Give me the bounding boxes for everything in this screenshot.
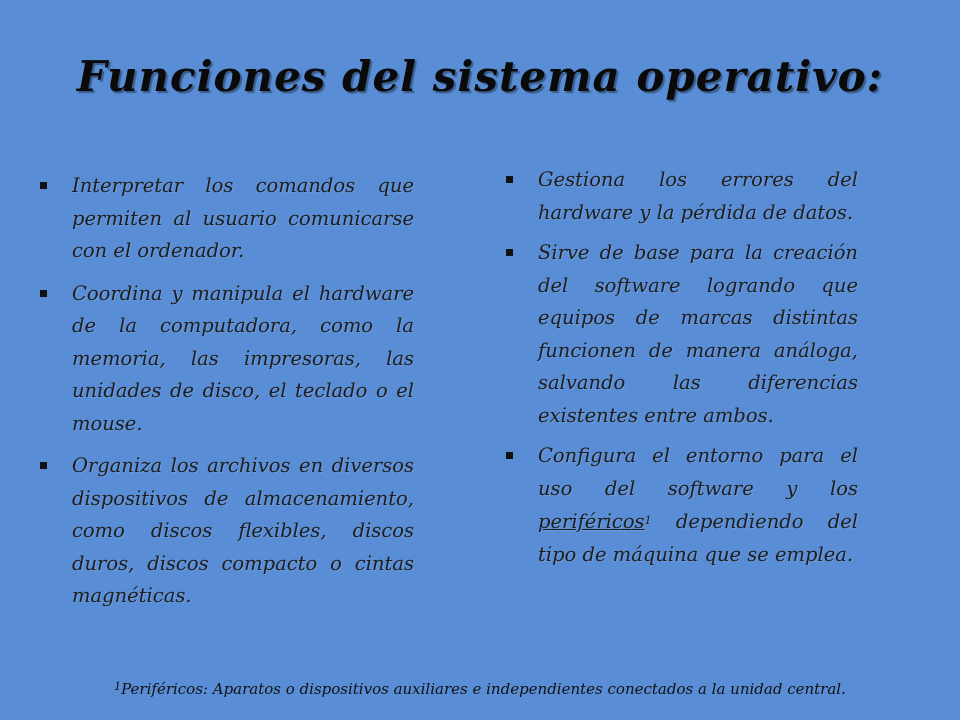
square-bullet-icon [40, 182, 47, 189]
list-item [504, 440, 858, 571]
list-item [38, 450, 414, 613]
square-bullet-icon [40, 462, 47, 469]
footnote-marker: 1 [644, 514, 652, 527]
bullet-text: Gestiona los errores del hardware y la pérdida de datos. [538, 168, 858, 224]
list-item [38, 170, 414, 268]
bullet-text-after: dependiendo del tipo de máquina que se emplea. [538, 510, 858, 566]
bullet-text: Sirve de base para la creación del software logrando que equipos de marcas distintas funcionen de manera análoga, salvando las diferencias existentes entre ambos. [538, 241, 858, 427]
bullet-text: Organiza los archivos en diversos dispositivos de almacenamiento, como discos flexibles, discos duros, discos compacto o cintas magnéticas. [72, 454, 414, 607]
list-item [504, 237, 858, 432]
footnote-number: 1 [114, 680, 122, 693]
list-item [504, 164, 858, 229]
footnote [0, 680, 960, 698]
bullet-text-before: Configura el entorno para el uso del software y los [538, 444, 858, 500]
square-bullet-icon [506, 176, 513, 183]
bullet-text: Coordina y manipula el hardware de la computadora, como la memoria, las impresoras, las unidades de disco, el teclado o el mouse. [72, 281, 414, 435]
perifericos-link[interactable]: periféricos [538, 510, 645, 533]
bullet-text: Interpretar los comandos que permiten al usuario comunicarse con el ordenador. [72, 174, 414, 262]
slide-title: Funciones del sistema operativo: [76, 52, 884, 101]
left-bullet-list [38, 170, 414, 623]
footnote-text: Periféricos: Aparatos o dispositivos auxiliares e independientes conectados a la unidad central. [121, 680, 846, 698]
square-bullet-icon [506, 249, 513, 256]
right-bullet-list [504, 164, 858, 579]
square-bullet-icon [40, 290, 47, 297]
square-bullet-icon [506, 452, 513, 459]
list-item [38, 278, 414, 441]
